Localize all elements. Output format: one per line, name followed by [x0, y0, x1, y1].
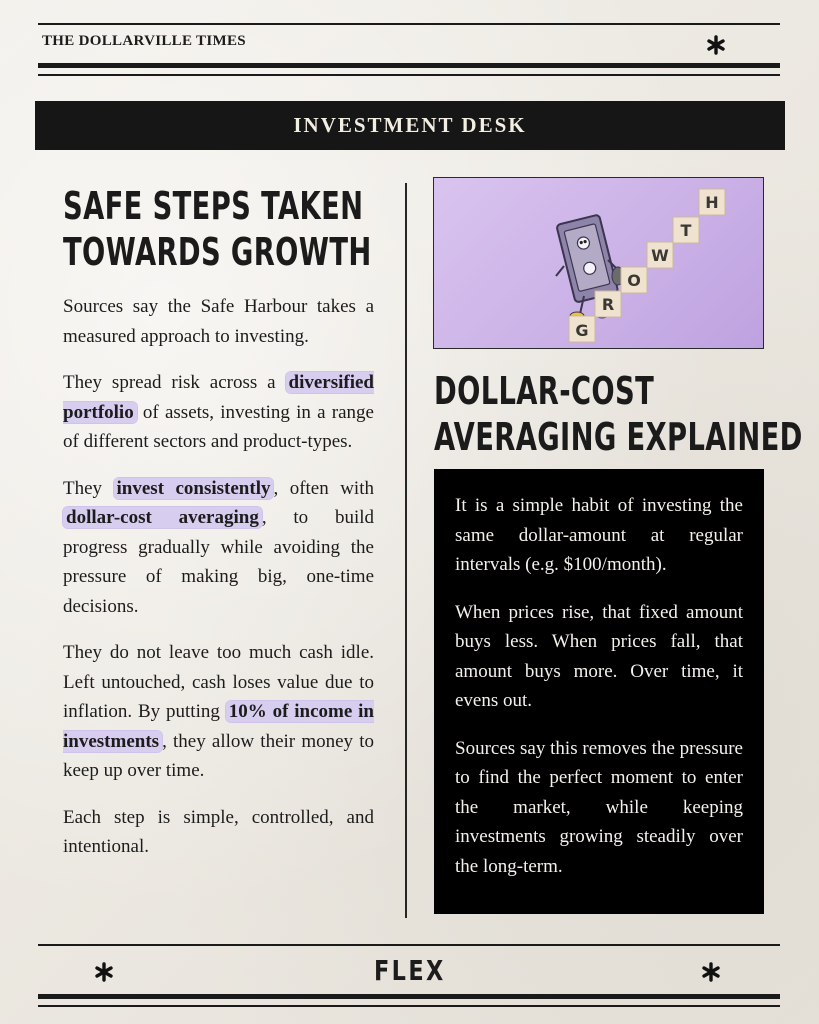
asterisk-icon: [705, 34, 727, 56]
asterisk-icon: [700, 961, 722, 983]
paragraph: It is a simple habit of investing the same dollar-amount at regular intervals (e.g. $100/month).: [455, 495, 743, 575]
paragraph: They do not leave too much cash idle. Left untouched, cash loses value due to inflation. By putting 10% of income in investments , they allow their money to keep up over time.: [63, 642, 375, 781]
left-headline: [63, 183, 372, 275]
footer-rule-thick: [38, 994, 780, 999]
paragraph: Sources say the Safe Harbour takes a measured approach to investing.: [63, 296, 374, 347]
footer-rule-thin: [38, 1005, 780, 1007]
masthead-rule-thin: [38, 74, 780, 76]
svg-text:H: H: [705, 193, 719, 212]
svg-text:R: R: [601, 295, 615, 314]
right-headline-line1: DOLLAR-COST: [434, 369, 655, 413]
left-headline-line2: TOWARDS GROWTH: [63, 230, 372, 274]
highlight: diversified portfolio: [63, 372, 374, 423]
left-article-body: [63, 292, 374, 879]
paragraph: When prices rise, that fixed amount buys less. When prices fall, that amount buys more. Over time, it evens out.: [455, 601, 743, 711]
masthead-title: THE DOLLARVILLE TIMES: [42, 33, 246, 49]
paragraph: They spread risk across a diversified portfolio of assets, investing in a range of different sectors and product-types.: [63, 372, 374, 452]
section-label: INVESTMENT DESK: [293, 113, 527, 137]
section-banner: [35, 101, 785, 150]
highlight: dollar-cost averaging: [63, 507, 262, 528]
column-divider: [405, 183, 407, 918]
masthead-rule-thick: [38, 63, 780, 68]
footer-rule-top: [38, 944, 780, 946]
svg-text:T: T: [680, 221, 692, 240]
highlight: 10% of income in investments: [63, 701, 375, 752]
paragraph: They invest consistently , often with dollar-cost averaging , to build progress gradually while avoiding the pressure of making big, one-time decisions.: [63, 477, 375, 617]
explainer-box: [434, 469, 764, 914]
left-headline-line1: SAFE STEPS TAKEN: [63, 184, 364, 228]
svg-text:G: G: [575, 321, 589, 340]
top-rule: [38, 23, 780, 25]
svg-text:W: W: [651, 246, 669, 265]
svg-text:O: O: [627, 271, 641, 290]
paragraph: Each step is simple, controlled, and intentional.: [63, 806, 374, 857]
right-headline: [434, 368, 803, 460]
footer-title: FLEX: [373, 954, 446, 987]
paragraph: Sources say this removes the pressure to find the perfect moment to enter the market, while keeping investments growing steadily over the long-term.: [455, 737, 743, 877]
highlight: invest consistently: [114, 478, 274, 499]
right-headline-line2: AVERAGING EXPLAINED: [434, 415, 803, 459]
growth-illustration: [433, 177, 764, 349]
